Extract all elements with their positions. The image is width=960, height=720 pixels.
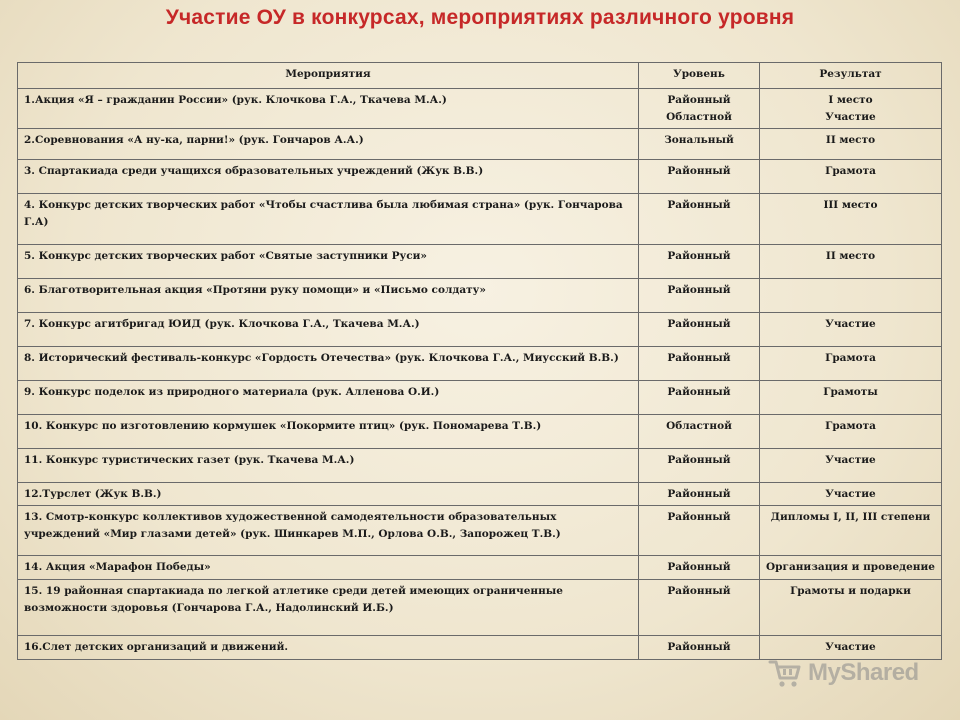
result-cell — [760, 129, 942, 160]
result-value: III место — [823, 199, 878, 211]
event-cell: 9. Конкурс поделок из природного материала (рук. Алленова О.И.) — [18, 381, 639, 415]
event-cell: 6. Благотворительная акция «Протяни руку помощи» и «Письмо солдату» — [18, 279, 639, 313]
table-row — [18, 347, 942, 381]
level-cell — [639, 347, 760, 381]
table-row — [18, 415, 942, 449]
level-cell — [639, 636, 760, 660]
shopping-cart-icon — [768, 658, 802, 688]
level-value: Районный — [667, 511, 731, 523]
table-header-row — [18, 63, 942, 89]
level-cell — [639, 449, 760, 483]
result-value: Грамоты и подарки — [790, 585, 911, 597]
event-cell: 10. Конкурс по изготовлению кормушек «Покормите птиц» (рук. Пономарева Т.В.) — [18, 415, 639, 449]
table-row — [18, 506, 942, 556]
table-row — [18, 483, 942, 506]
result-cell — [760, 313, 942, 347]
event-cell: 13. Смотр-конкурс коллективов художественной самодеятельности образовательных учреждений «Мир глазами детей» (рук. Шинкарев М.П., Орлова О.В., Запорожец Т.В.) — [18, 506, 639, 556]
table-row — [18, 160, 942, 194]
table-row — [18, 636, 942, 660]
result-value: Участие — [825, 641, 876, 653]
result-cell — [760, 636, 942, 660]
result-cell — [760, 556, 942, 580]
level-cell — [639, 506, 760, 556]
result-cell — [760, 483, 942, 506]
table-row — [18, 194, 942, 245]
result-value: Участие — [825, 488, 876, 500]
level-cell — [639, 129, 760, 160]
level-value: Районный — [667, 641, 731, 653]
result-cell — [760, 415, 942, 449]
level-cell — [639, 556, 760, 580]
watermark-text: MyShared — [808, 659, 919, 686]
table-row — [18, 381, 942, 415]
result-cell — [760, 194, 942, 245]
result-value: Грамоты — [823, 386, 878, 398]
event-cell: 2.Соревнования «А ну-ка, парни!» (рук. Гончаров А.А.) — [18, 129, 639, 160]
result-value: Грамота — [825, 420, 876, 432]
level-cell — [639, 381, 760, 415]
events-table — [17, 62, 942, 660]
table-row — [18, 313, 942, 347]
level-value: Районный — [667, 94, 731, 106]
level-cell — [639, 160, 760, 194]
level-value: Зональный — [664, 134, 734, 146]
result-value: II место — [825, 134, 876, 146]
level-value: Районный — [667, 250, 731, 262]
watermark — [768, 658, 919, 688]
level-cell — [639, 89, 760, 129]
level-value: Областной — [666, 111, 732, 123]
event-cell: 3. Спартакиада среди учащихся образовательных учреждений (Жук В.В.) — [18, 160, 639, 194]
result-value: Грамота — [825, 352, 876, 364]
event-cell: 8. Исторический фестиваль-конкурс «Гордость Отечества» (рук. Клочкова Г.А., Миусский В.В.) — [18, 347, 639, 381]
table-row — [18, 556, 942, 580]
result-cell — [760, 279, 942, 313]
event-cell: 7. Конкурс агитбригад ЮИД (рук. Клочкова Г.А., Ткачева М.А.) — [18, 313, 639, 347]
header-level: Уровень — [639, 63, 760, 89]
result-value: I место — [828, 94, 873, 106]
result-cell — [760, 506, 942, 556]
level-value: Районный — [667, 318, 731, 330]
level-value: Районный — [667, 585, 731, 597]
result-value: Организация и проведение — [766, 561, 935, 573]
event-cell: 11. Конкурс туристических газет (рук. Ткачева М.А.) — [18, 449, 639, 483]
result-cell — [760, 89, 942, 129]
event-cell: 16.Слет детских организаций и движений. — [18, 636, 639, 660]
result-value: Участие — [825, 318, 876, 330]
level-cell — [639, 313, 760, 347]
level-value: Районный — [667, 352, 731, 364]
event-cell: 4. Конкурс детских творческих работ «Чтобы счастлива была любимая страна» (рук. Гончарова Г.А) — [18, 194, 639, 245]
table-row — [18, 89, 942, 129]
table-row — [18, 580, 942, 636]
result-cell — [760, 347, 942, 381]
result-cell — [760, 160, 942, 194]
level-cell — [639, 483, 760, 506]
level-cell — [639, 245, 760, 279]
level-cell — [639, 415, 760, 449]
level-cell — [639, 580, 760, 636]
result-cell — [760, 381, 942, 415]
result-value: Грамота — [825, 165, 876, 177]
level-value: Районный — [667, 165, 731, 177]
result-value: Участие — [825, 454, 876, 466]
result-value: Участие — [825, 111, 876, 123]
event-cell: 15. 19 районная спартакиада по легкой атлетике среди детей имеющих ограниченные возможности здоровья (Гончарова Г.А., Надолинский И.Б.) — [18, 580, 639, 636]
header-event: Мероприятия — [18, 63, 639, 89]
event-cell: 5. Конкурс детских творческих работ «Святые заступники Руси» — [18, 245, 639, 279]
result-value: Дипломы I, II, III степени — [770, 511, 931, 523]
level-value: Районный — [667, 386, 731, 398]
result-cell — [760, 580, 942, 636]
event-cell: 1.Акция «Я – гражданин России» (рук. Клочкова Г.А., Ткачева М.А.) — [18, 89, 639, 129]
level-cell — [639, 279, 760, 313]
level-value: Областной — [666, 420, 732, 432]
table-row — [18, 279, 942, 313]
result-value: II место — [825, 250, 876, 262]
header-result: Результат — [760, 63, 942, 89]
level-value: Районный — [667, 284, 731, 296]
level-value: Районный — [667, 488, 731, 500]
level-value: Районный — [667, 199, 731, 211]
table-row — [18, 129, 942, 160]
level-cell — [639, 194, 760, 245]
result-cell — [760, 245, 942, 279]
event-cell: 14. Акция «Марафон Победы» — [18, 556, 639, 580]
event-cell: 12.Турслет (Жук В.В.) — [18, 483, 639, 506]
level-value: Районный — [667, 561, 731, 573]
table-row — [18, 449, 942, 483]
level-value: Районный — [667, 454, 731, 466]
result-cell — [760, 449, 942, 483]
page-title: Участие ОУ в конкурсах, мероприятиях различного уровня — [165, 6, 795, 29]
table-row — [18, 245, 942, 279]
